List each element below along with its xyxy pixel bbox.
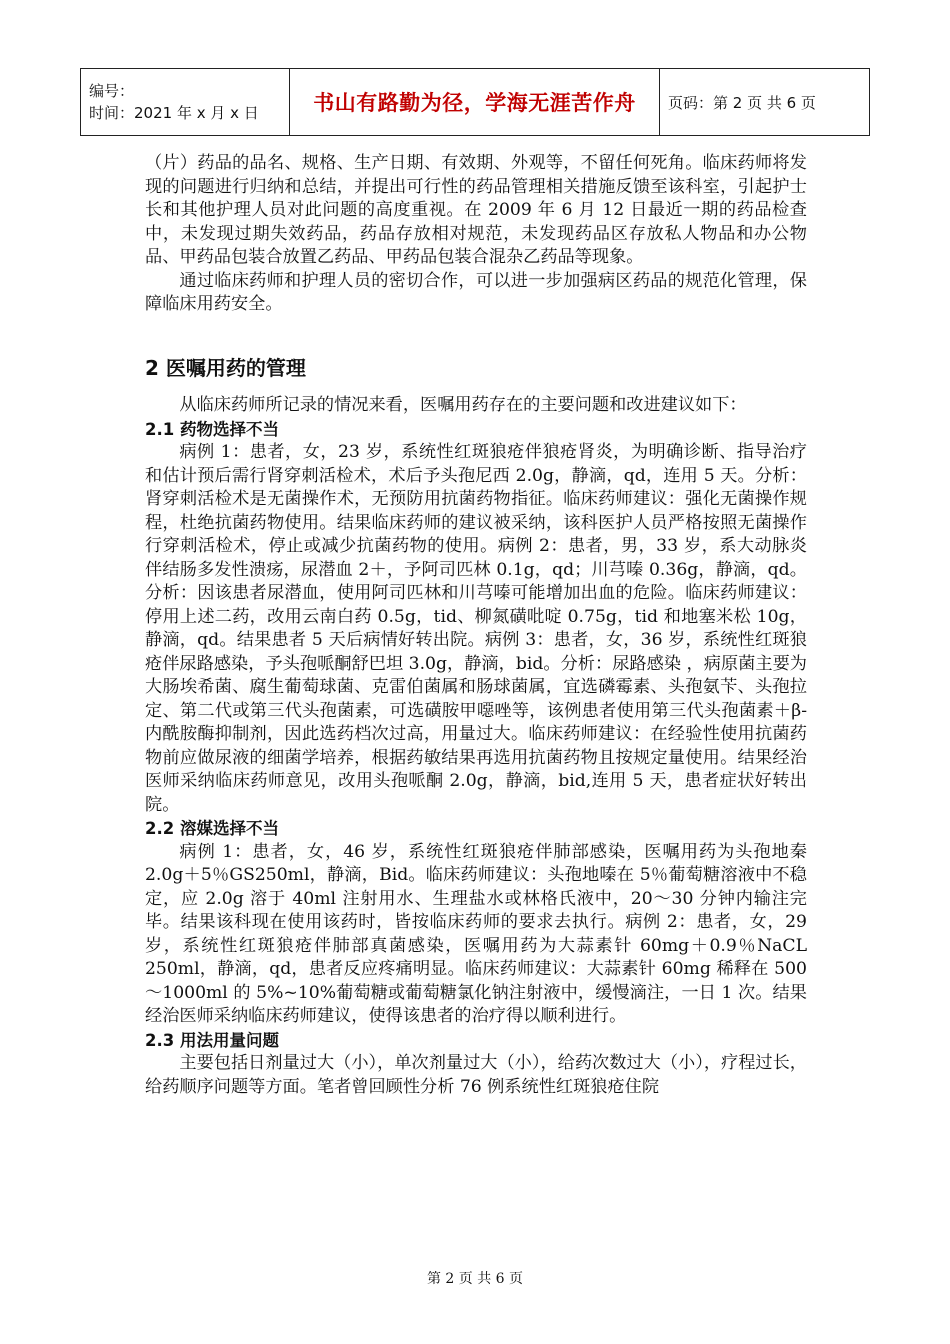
paragraph: 病例 1：患者，女，46 岁，系统性红斑狼疮伴肺部感染，医嘱用药为头孢地秦 2.0g＋5％GS250ml，静滴，Bid。临床药师建议：头孢地嗪在 5％葡萄糖溶液中不稳定，应 2.0g 溶于 40ml 注射用水、生理盐水或林格氏液中，20～30 分钟内输注完毕。结果该科现在使用该药时，皆按临床药师的要求去执行。病例 2：患者，女，29 岁，系统性红斑狼疮伴肺部真菌感染，医嘱用药为大蒜素针 60mg＋0.9％NaCL 250ml，静滴，qd，患者反应疼痛明显。临床药师建议：大蒜素针 60mg 稀释在 500～1000ml 的 5%~10%葡萄糖或葡萄糖氯化钠注射液中，缓慢滴注，一日 1 次。结果经治医师采纳临床药师建议，使得该患者的治疗得以顺利进行。 <box>145 841 807 1026</box>
paragraph: 主要包括日剂量过大（小），单次剂量过大（小），给药次数过大（小），疗程过长，给药顺序问题等方面。笔者曾回顾性分析 76 例系统性红斑狼疮住院 <box>145 1053 807 1097</box>
section-heading: 2 医嘱用药的管理 <box>145 355 306 380</box>
document-body <box>145 152 807 1099</box>
page-header <box>80 68 870 136</box>
header-left-cell <box>81 69 290 136</box>
subsection-heading: 2.3 用法用量问题 <box>145 1030 279 1050</box>
subsection-heading: 2.1 药物选择不当 <box>145 419 279 439</box>
document-time: 时间：2021 年 x 月 x 日 <box>89 104 259 122</box>
paragraph: 从临床药师所记录的情况来看，医嘱用药存在的主要问题和改进建议如下： <box>179 395 747 415</box>
paragraph: （片）药品的品名、规格、生产日期、有效期、外观等，不留任何死角。临床药师将发现的问题进行归纳和总结，并提出可行性的药品管理相关措施反馈至该科室，引起护士长和其他护理人员对此问题的高度重视。在 2009 年 6 月 12 日最近一期的药品检查中，未发现过期失效药品，药品存放相对规范，未发现药品区存放私人物品和办公物品、甲药品包装合放置乙药品、甲药品包装合混杂乙药品等现象。 <box>145 153 807 267</box>
paragraph: 通过临床药师和护理人员的密切合作，可以进一步加强病区药品的规范化管理，保障临床用药安全。 <box>145 270 807 314</box>
page-footer: 第 2 页 共 6 页 <box>426 1271 524 1287</box>
subsection-heading: 2.2 溶媒选择不当 <box>145 819 279 838</box>
paragraph: 病例 1：患者，女，23 岁，系统性红斑狼疮伴狼疮肾炎，为明确诊断、指导治疗和估计预后需行肾穿刺活检术，术后予头孢尼西 2.0g，静滴，qd，连用 5 天。分析：肾穿刺活检术是无菌操作术，无预防用抗菌药物指征。临床药师建议：强化无菌操作规程，杜绝抗菌药物使用。结果临床药师的建议被采纳，该科医护人员严格按照无菌操作行穿刺活检术，停止或减少抗菌药物的使用。病例 2：患者，男，33 岁，系大动脉炎伴结肠多发性溃疡，尿潜血 2＋，予阿司匹林 0.1g，qd；川芎嗪 0.36g，静滴，qd。分析：因该患者尿潜血，使用阿司匹林和川芎嗪可能增加出血的危险。临床药师建议：停用上述二药，改用云南白药 0.5g，tid、柳氮磺吡啶 0.75g，tid 和地塞米松 10g，静滴，qd。结果患者 5 天后病情好转出院。病例 3：患者，女，36 岁，系统性红斑狼疮伴尿路感染，予头孢哌酮舒巴坦 3.0g，静滴，bid。分析：尿路感染 ，病原菌主要为大肠埃希菌、腐生葡萄球菌、克雷伯菌属和肠球菌属，宜选磷霉素、头孢氨苄、头孢拉定、第二代或第三代头孢菌素，可选磺胺甲噁唑等，该例患者使用第三代头孢菌素＋β-内酰胺酶抑制剂，因此选药档次过高，用量过大。临床药师建议：在经验性使用抗菌药物前应做尿液的细菌学培养，根据药敏结果再选用抗菌药物且按规定量使用。结果经治医师采纳临床药师意见，改用头孢哌酮 2.0g，静滴，bid,连用 5 天，患者症状好转出院。 <box>145 442 807 815</box>
document-number: 编号： <box>89 82 135 100</box>
header-page-number: 页码：第 2 页 共 6 页 <box>660 69 870 136</box>
header-motto: 书山有路勤为径，学海无涯苦作舟 <box>290 69 660 136</box>
